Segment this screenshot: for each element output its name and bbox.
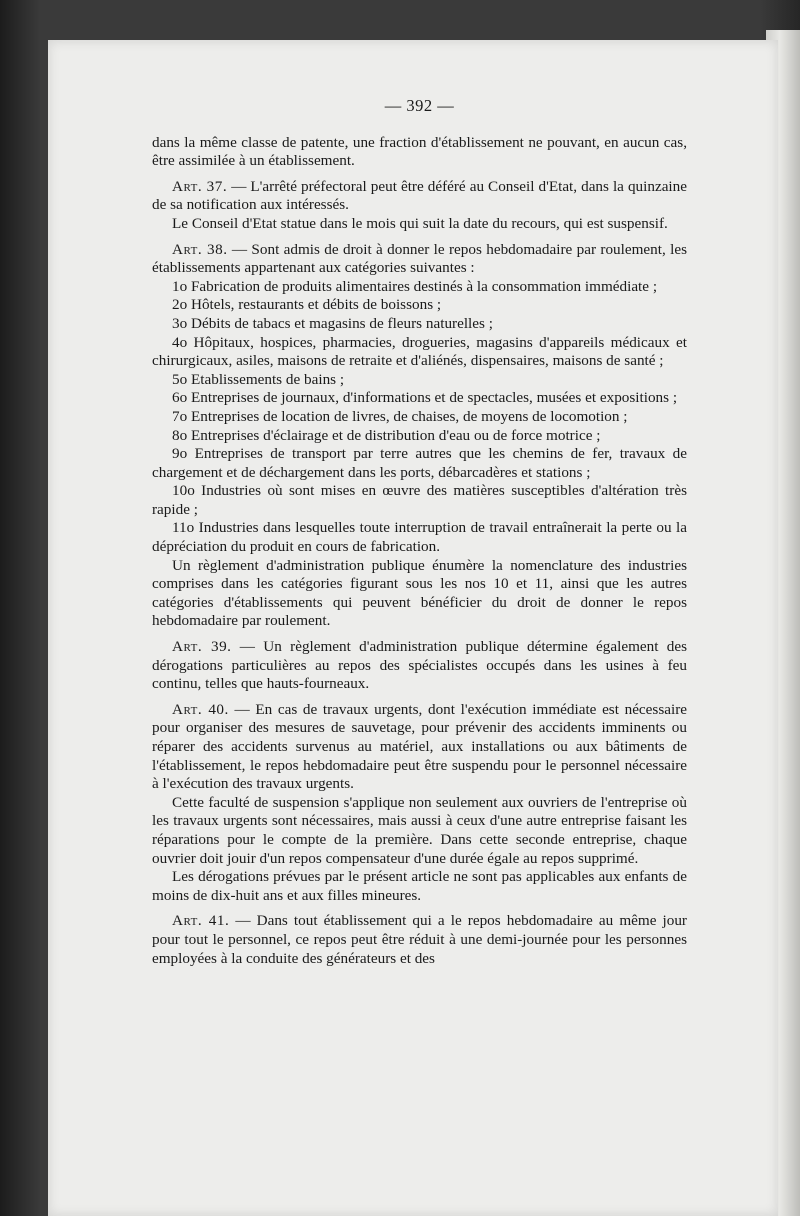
article-label: Art. 38. — [172, 240, 228, 258]
list-item: 9o Entreprises de transport par terre autres que les chemins de fer, travaux de chargement et de déchargement dans les ports, débarcadères et stations ; — [152, 445, 687, 481]
list-item: 6o Entreprises de journaux, d'informations et de spectacles, musées et expositions ; — [172, 389, 678, 407]
page-text — [152, 97, 687, 968]
paragraph: Les dérogations prévues par le présent article ne sont pas applicables aux enfants de moins de dix-huit ans et aux filles mineures. — [152, 868, 687, 904]
article-37: Art. 37. — L'arrêté préfectoral peut être déféré au Conseil d'Etat, dans la quinzaine de sa notification aux intéressés. — [152, 177, 687, 214]
list-item: 3o Débits de tabacs et magasins de fleurs naturelles ; — [172, 314, 493, 332]
list-item: 4o Hôpitaux, hospices, pharmacies, drogueries, magasins d'appareils médicaux et chirurgicaux, asiles, maisons de retraite et d'aliénés, dispensaires, maisons de santé ; — [152, 333, 687, 370]
paragraph: Le Conseil d'Etat statue dans le mois qui suit la date du recours, qui est suspensif. — [172, 214, 668, 232]
paragraph: Cette faculté de suspension s'applique non seulement aux ouvriers de l'entreprise où les travaux urgents sont nécessaires, mais aussi à ceux d'une autre entreprise faisant les réparations pour le compte de la première. Dans cette seconde entreprise, chaque ouvrier doit jouir d'un repos compensateur d'une durée égale au repos supprimé. — [152, 793, 687, 867]
list-item: 10o Industries où sont mises en œuvre des matières susceptibles d'altération très rapide ; — [152, 482, 687, 518]
article-41: Art. 41. — Dans tout établissement qui a le repos hebdomadaire au même jour pour tout le personnel, ce repos peut être réduit à une demi-journée pour les personnes employées à la conduite des générateurs et des — [152, 912, 687, 967]
paragraph: Un règlement d'administration publique énumère la nomenclature des industries comprises dans les catégories figurant sous les nos 10 et 11, ainsi que les autres catégories d'établissements qui peuvent bénéficier du droit de donner le repos hebdomadaire par roulement. — [152, 556, 687, 630]
list-item: 5o Etablissements de bains ; — [172, 370, 345, 388]
paragraph: dans la même classe de patente, une fraction d'établissement ne pouvant, en aucun cas, être assimilée à un établissement. — [152, 133, 687, 170]
article-label: Art. 37. — [172, 177, 228, 195]
page-number: — 392 — — [384, 96, 455, 115]
list-item: 2o Hôtels, restaurants et débits de boissons ; — [172, 296, 442, 314]
article-39: Art. 39. — Un règlement d'administration publique détermine également des dérogations particulières au repos des spécialistes occupés dans les usines à feu continu, telles que hauts-fourneaux. — [152, 638, 687, 693]
list-item: 8o Entreprises d'éclairage et de distribution d'eau ou de force motrice ; — [172, 426, 601, 444]
list-item: 7o Entreprises de location de livres, de chaises, de moyens de locomotion ; — [172, 407, 628, 425]
list-item: 1o Fabrication de produits alimentaires destinés à la consommation immédiate ; — [172, 277, 658, 295]
article-40: Art. 40. — En cas de travaux urgents, dont l'exécution immédiate est nécessaire pour organiser des mesures de sauvetage, pour prévenir des accidents imminents ou réparer des accidents survenus au matériel, aux installations ou aux bâtiments de l'établissement, le repos hebdomadaire peut être suspendu pour le personnel nécessaire à l'exécution des travaux urgents. — [152, 700, 687, 793]
article-label: Art. 41. — [172, 912, 230, 930]
article-label: Art. 40. — [172, 700, 229, 718]
article-label: Art. 39. — [172, 638, 232, 656]
list-item: 11o Industries dans lesquelles toute interruption de travail entraînerait la perte ou la dépréciation du produit en cours de fabrication. — [152, 519, 687, 556]
article-38: Art. 38. — Sont admis de droit à donner le repos hebdomadaire par roulement, les établissements appartenant aux catégories suivantes : — [152, 240, 687, 277]
